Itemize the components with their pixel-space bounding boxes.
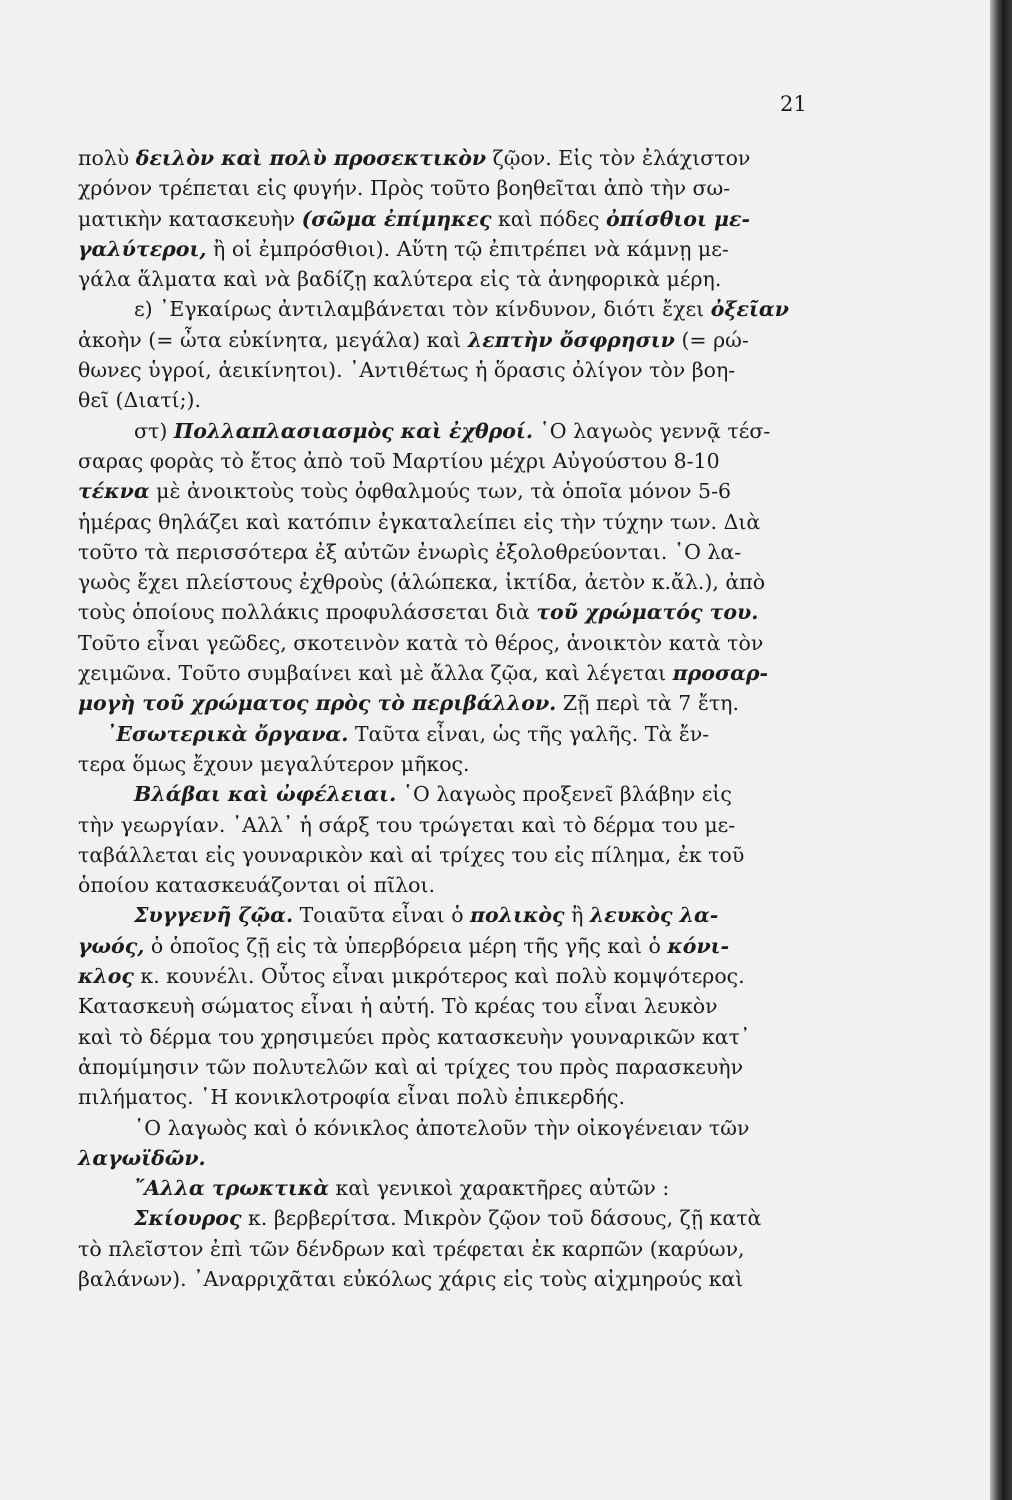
emphasis-run: λευκὸς λα- bbox=[589, 903, 719, 928]
emphasis-run: τοῦ χρώματός του. bbox=[536, 600, 759, 625]
text-line bbox=[78, 355, 809, 385]
text-run: ῾Ο λαγωὸς καὶ ὁ κόνικλος ἀποτελοῦν τὴν οἰκογένειαν τῶν bbox=[134, 1115, 750, 1140]
text-line bbox=[78, 779, 809, 809]
emphasis-run: ῎Αλλα τρωκτικὰ bbox=[134, 1176, 329, 1201]
text-run: θωνες ὑγροί, ἀεικίνητοι). ᾿Αντιθέτως ἡ ὅρασις ὀλίγον τὸν βοη- bbox=[78, 358, 736, 383]
text-line bbox=[78, 597, 809, 627]
text-line bbox=[78, 961, 809, 991]
text-line bbox=[78, 719, 809, 749]
text-line bbox=[78, 173, 809, 203]
text-line bbox=[78, 1052, 809, 1082]
text-line bbox=[78, 264, 809, 294]
text-line bbox=[78, 900, 809, 930]
text-line bbox=[78, 294, 809, 324]
text-run: ἢ bbox=[564, 903, 590, 928]
text-run: καὶ πόδες bbox=[491, 206, 606, 231]
text-line bbox=[78, 688, 809, 718]
text-run: θεῖ (Διατί;). bbox=[78, 388, 201, 413]
text-run: Κατασκευὴ σώματος εἶναι ἡ αὐτή. Τὸ κρέας του εἶναι λευκὸν bbox=[78, 994, 718, 1019]
emphasis-run: Συγγενῆ ζῷα. bbox=[134, 903, 294, 928]
text-line bbox=[78, 537, 809, 567]
text-run: γωὸς ἔχει πλείστους ἐχθροὺς (ἀλώπεκα, ἰκτίδα, ἀετὸν κ.ἄλ.), ἀπὸ bbox=[78, 570, 766, 595]
text-line bbox=[78, 991, 809, 1021]
text-line bbox=[78, 1143, 809, 1173]
text-line bbox=[78, 1113, 809, 1143]
text-run: τοὺς ὁποίους πολλάκις προφυλάσσεται διὰ bbox=[78, 600, 537, 625]
text-run: Ταῦτα εἶναι, ὡς τῆς γαλῆς. Τὰ ἔν- bbox=[348, 721, 710, 746]
text-run: ζῷον. Εἰς τὸν ἐλάχιστον bbox=[486, 146, 751, 170]
text-line bbox=[78, 204, 809, 234]
text-run: τερα ὅμως ἔχουν μεγαλύτερον μῆκος. bbox=[78, 751, 470, 776]
text-line bbox=[78, 143, 809, 173]
text-line bbox=[78, 507, 809, 537]
text-run: ἢ οἱ ἐμπρόσθιοι). Αὕτη τῷ ἐπιτρέπει νὰ κάμνῃ με- bbox=[206, 236, 729, 261]
text-run: Ζῇ περὶ τὰ 7 ἔτη. bbox=[556, 691, 739, 716]
text-line bbox=[78, 810, 809, 840]
text-run: καὶ γενικοὶ χαρακτῆρες αὐτῶν : bbox=[328, 1176, 670, 1201]
text-run: κ. κουνέλι. Οὗτος εἶναι μικρότερος καὶ πολὺ κομψότερος. bbox=[133, 964, 745, 989]
emphasis-run: πολικὸς bbox=[470, 903, 565, 928]
text-run: τὴν γεωργίαν. ᾿Αλλ᾿ ἡ σάρξ του τρώγεται καὶ τὸ δέρμα του με- bbox=[78, 812, 736, 837]
text-line bbox=[78, 1082, 809, 1112]
text-line bbox=[78, 1203, 809, 1233]
emphasis-run: λαγωϊδῶν. bbox=[78, 1145, 206, 1170]
emphasis-run: κλος bbox=[78, 964, 134, 989]
text-line bbox=[78, 628, 809, 658]
text-run: ῾Ο λαγωὸς γεννᾷ τέσ- bbox=[532, 418, 771, 443]
text-line bbox=[78, 446, 809, 476]
text-run: ἀκοὴν (= ὦτα εὐκίνητα, μεγάλα) καὶ bbox=[78, 327, 468, 352]
emphasis-run: γαλύτεροι, bbox=[78, 236, 207, 261]
text-line bbox=[78, 234, 809, 264]
page-number: 21 bbox=[780, 92, 807, 116]
text-run: ταβάλλεται εἰς γουναρικὸν καὶ αἱ τρίχες του εἰς πίλημα, ἐκ τοῦ bbox=[78, 842, 745, 867]
text-run: σαρας φορὰς τὸ ἔτος ἀπὸ τοῦ Μαρτίου μέχρι Αὐγούστου 8-10 bbox=[78, 448, 720, 473]
text-run: χρόνον τρέπεται εἰς φυγήν. Πρὸς τοῦτο βοηθεῖται ἀπὸ τὴν σω- bbox=[78, 176, 731, 201]
emphasis-run: κόνι- bbox=[667, 933, 730, 958]
text-run: καὶ τὸ δέρμα του χρησιμεύει πρὸς κατασκευὴν γουναρικῶν κατ᾿ bbox=[78, 1024, 751, 1049]
text-run: γάλα ἅλματα καὶ νὰ βαδίζῃ καλύτερα εἰς τὰ ἀνηφορικὰ μέρη. bbox=[78, 267, 722, 292]
page-body bbox=[78, 143, 809, 1294]
text-run: χειμῶνα. Τοῦτο συμβαίνει καὶ μὲ ἄλλα ζῷα, καὶ λέγεται bbox=[78, 661, 673, 686]
text-line bbox=[78, 658, 809, 688]
text-run: Τοῦτο εἶναι γεῶδες, σκοτεινὸν κατὰ τὸ θέρος, ἀνοικτὸν κατὰ τὸν bbox=[78, 630, 764, 655]
text-line bbox=[78, 567, 809, 597]
text-run: ὁ ὁποῖος ζῇ εἰς τὰ ὑπερβόρεια μέρη τῆς γῆς καὶ ὁ bbox=[144, 933, 668, 958]
text-run: Τοιαῦτα εἶναι ὁ bbox=[293, 903, 471, 928]
emphasis-run: (σῶμα ἐπίμηκες bbox=[301, 206, 492, 231]
text-line bbox=[78, 385, 809, 415]
emphasis-run: ὀξεῖαν bbox=[710, 297, 789, 322]
text-run: τὸ πλεῖστον ἐπὶ τῶν δένδρων καὶ τρέφεται ἐκ καρπῶν (καρύων, bbox=[78, 1236, 745, 1261]
text-line bbox=[78, 749, 809, 779]
text-line bbox=[78, 1234, 809, 1264]
emphasis-run: λεπτὴν ὄσφρησιν bbox=[467, 327, 675, 352]
text-run: ῾Ο λαγωὸς προξενεῖ βλάβην εἰς bbox=[396, 782, 732, 807]
text-line bbox=[78, 931, 809, 961]
text-line bbox=[78, 870, 809, 900]
text-line bbox=[78, 476, 809, 506]
emphasis-run: μογὴ τοῦ χρώματος πρὸς τὸ περιβάλλον. bbox=[78, 691, 557, 716]
text-run: κ. βερβερίτσα. Μικρὸν ζῷον τοῦ δάσους, ζῇ κατὰ bbox=[241, 1206, 762, 1231]
emphasis-run: προσαρ- bbox=[672, 661, 769, 686]
emphasis-run: Πολλαπλασιασμὸς καὶ ἐχθροί. bbox=[173, 418, 533, 443]
emphasis-run: δειλὸν καὶ πολὺ προσεκτικὸν bbox=[135, 146, 487, 170]
text-line bbox=[78, 1264, 809, 1294]
text-run: πιλήματος. ῾Η κονικλοτροφία εἶναι πολὺ ἐπικερδής. bbox=[78, 1085, 626, 1110]
emphasis-run: τέκνα bbox=[78, 479, 150, 504]
text-run: τοῦτο τὰ περισσότερα ἐξ αὐτῶν ἐνωρὶς ἐξολοθρεύονται. ῾Ο λα- bbox=[78, 539, 742, 564]
text-run: (= ρώ- bbox=[674, 327, 749, 352]
text-run: ἡμέρας θηλάζει καὶ κατόπιν ἐγκαταλείπει εἰς τὴν τύχην των. Διὰ bbox=[78, 509, 761, 534]
text-run: ματικὴν κατασκευὴν bbox=[78, 206, 302, 231]
emphasis-run: ᾿Εσωτερικὰ ὄργανα. bbox=[106, 721, 349, 746]
text-line bbox=[78, 416, 809, 446]
text-run: ε) ᾿Εγκαίρως ἀντιλαμβάνεται τὸν κίνδυνον, διότι ἔχει bbox=[134, 297, 711, 322]
text-run: βαλάνων). ᾿Αναρριχᾶται εὐκόλως χάρις εἰς τοὺς αἰχμηρούς καὶ bbox=[78, 1266, 744, 1291]
text-run: μὲ ἀνοικτοὺς τοὺς ὀφθαλμούς των, τὰ ὁποῖα μόνον 5-6 bbox=[149, 479, 732, 504]
emphasis-run: Σκίουρος bbox=[134, 1206, 242, 1231]
emphasis-run: ὀπίσθιοι με- bbox=[605, 206, 750, 231]
text-line bbox=[78, 840, 809, 870]
text-run: πολὺ bbox=[78, 146, 136, 170]
text-line bbox=[78, 1173, 809, 1203]
emphasis-run: Βλάβαι καὶ ὠφέλειαι. bbox=[134, 782, 397, 807]
text-line bbox=[78, 325, 809, 355]
text-run: ἀπομίμησιν τῶν πολυτελῶν καὶ αἱ τρίχες του πρὸς παρασκευὴν bbox=[78, 1054, 744, 1079]
text-run: ὁποίου κατασκευάζονται οἱ πῖλοι. bbox=[78, 873, 436, 898]
text-line bbox=[78, 1022, 809, 1052]
emphasis-run: γωός, bbox=[78, 933, 145, 958]
text-run: στ) bbox=[134, 418, 174, 443]
book-spine bbox=[990, 0, 1012, 1500]
